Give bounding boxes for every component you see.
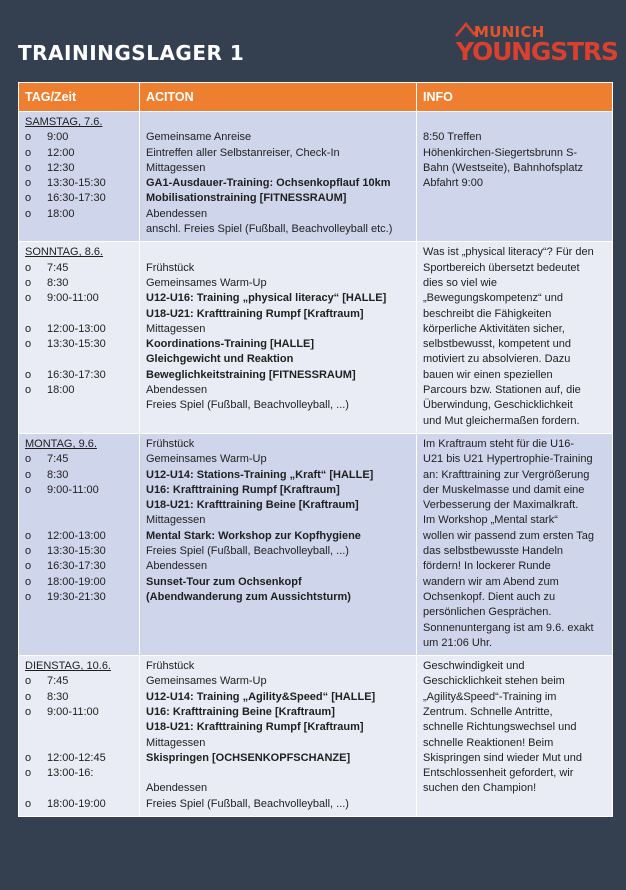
bullet-icon: o — [25, 276, 32, 289]
time-text: 12:00-13:00 — [47, 529, 106, 542]
info-line: Überwindung, Geschicklichkeit — [423, 399, 573, 412]
info-line: um 21:06 Uhr. — [423, 636, 493, 649]
time-text: 7:45 — [47, 675, 69, 688]
action-entry: Abendessen — [146, 560, 208, 573]
time-entry — [25, 766, 133, 781]
time-entry — [25, 513, 133, 528]
time-text: 9:00-11:00 — [47, 292, 99, 305]
day-row — [19, 433, 613, 655]
time-entry — [25, 498, 133, 513]
action-entry: Koordinations-Training [HALLE] — [146, 338, 315, 351]
time-entry — [25, 337, 133, 352]
time-entry — [25, 705, 133, 720]
info-line: persönlichen Gesprächen. — [423, 606, 552, 619]
time-entry — [25, 559, 133, 574]
action-entry: U18-U21: Krafttraining Rumpf [Kraftraum] — [146, 721, 364, 734]
action-entry: U18-U21: Krafttraining Beine [Kraftraum] — [146, 499, 359, 512]
bullet-icon: o — [25, 261, 32, 274]
schedule-table — [18, 82, 613, 817]
bullet-icon: o — [25, 292, 32, 305]
info-line: schnelle Reaktionen! Beim — [423, 736, 554, 749]
time-entry — [25, 161, 133, 176]
info-line: motiviert zu absolvieren. Dazu — [423, 353, 571, 366]
time-entry — [25, 352, 133, 367]
header-day-time: TAG/Zeit — [19, 83, 140, 112]
time-text: 13:00-16: — [47, 767, 94, 780]
info-cell — [417, 112, 613, 242]
bullet-icon: o — [25, 590, 32, 603]
info-cell — [417, 242, 613, 434]
info-line: schnelle Richtungswechsel und — [423, 721, 577, 734]
bullet-icon: o — [25, 468, 32, 481]
time-text: 8:30 — [47, 276, 69, 289]
time-entry — [25, 307, 133, 322]
day-time-cell — [19, 242, 140, 434]
time-entry — [25, 751, 133, 766]
time-entry — [25, 276, 133, 291]
logo-top-text: MUNICH — [474, 23, 545, 41]
action-entry: Abendessen — [146, 207, 208, 220]
time-text: 12:00-12:45 — [47, 751, 106, 764]
info-line: Sportbereich übersetzt bedeutet — [423, 261, 580, 274]
time-entry — [25, 690, 133, 705]
action-entry: Frühstück — [146, 660, 195, 673]
info-line: 8:50 Treffen — [423, 131, 482, 144]
day-label: DIENSTAG, 10.6. — [25, 660, 111, 673]
time-entry — [25, 191, 133, 206]
info-line: Entschlossenheit gefordert, wir — [423, 767, 574, 780]
day-row — [19, 242, 613, 434]
action-entry: GA1-Ausdauer-Training: Ochsenkopflauf 10km — [146, 177, 391, 190]
munich-youngstrs-logo — [452, 20, 618, 68]
action-entry: Mittagessen — [146, 514, 206, 527]
action-entry: Mittagessen — [146, 161, 206, 174]
action-entry: Frühstück — [146, 261, 195, 274]
bullet-icon: o — [25, 453, 32, 466]
bullet-icon: o — [25, 192, 32, 205]
info-line: Abfahrt 9:00 — [423, 177, 483, 190]
time-text: 19:30-21:30 — [47, 590, 106, 603]
info-line: Was ist „physical literacy“? Für den — [423, 246, 594, 259]
action-entry — [146, 766, 410, 781]
time-entry — [25, 736, 133, 751]
info-line: Geschwindigkeit und — [423, 660, 525, 673]
info-line: Verbesserung der Maximalkraft. — [423, 499, 579, 512]
bullet-icon: o — [25, 529, 32, 542]
bullet-icon: o — [25, 705, 32, 718]
action-entry: Abendessen — [146, 384, 208, 397]
bullet-icon: o — [25, 751, 32, 764]
bullet-icon: o — [25, 483, 32, 496]
bullet-icon: o — [25, 131, 32, 144]
action-entry: Abendessen — [146, 782, 208, 795]
action-entry: Gemeinsames Warm-Up — [146, 276, 267, 289]
time-text: 13:30-15:30 — [47, 545, 106, 558]
info-line: an: Krafttraining zur Vergrößerung — [423, 468, 590, 481]
info-line: körperliche Aktivitäten sicher, — [423, 322, 565, 335]
info-line: Im Kraftraum steht für die U16- — [423, 437, 574, 450]
action-cell — [140, 656, 417, 817]
action-entry: Freies Spiel (Fußball, Beachvolleyball, ...) — [146, 399, 349, 412]
info-line: selbstbewusst, kompetent und — [423, 338, 571, 351]
bullet-icon: o — [25, 207, 32, 220]
info-line: Zentrum. Schnelle Antritte, — [423, 705, 553, 718]
info-line: Parcours bzw. Stationen auf, die — [423, 384, 581, 397]
action-entry: U12-U14: Training „Agility&Speed“ [HALLE] — [146, 690, 376, 703]
info-line: Im Workshop „Mental stark“ — [423, 514, 558, 527]
bullet-icon: o — [25, 177, 32, 190]
action-entry: Sunset-Tour zum Ochsenkopf — [146, 575, 302, 588]
info-line: bauen wir einen speziellen — [423, 368, 553, 381]
action-entry: U12-U16: Training „physical literacy“ [HALLE] — [146, 292, 387, 305]
action-entry: Beweglichkeitstraining [FITNESSRAUM] — [146, 368, 356, 381]
time-entry — [25, 529, 133, 544]
header-action: ACITON — [140, 83, 417, 112]
time-entry — [25, 176, 133, 191]
info-cell — [417, 433, 613, 655]
action-entry: Mobilisationstraining [FITNESSRAUM] — [146, 192, 347, 205]
page-title: TRAININGSLAGER 1 — [18, 41, 245, 65]
time-text: 16:30-17:30 — [47, 368, 106, 381]
bullet-icon: o — [25, 322, 32, 335]
bullet-icon: o — [25, 384, 32, 397]
day-row — [19, 112, 613, 242]
time-entry — [25, 575, 133, 590]
time-entry — [25, 797, 133, 812]
time-text: 7:45 — [47, 453, 69, 466]
bullet-icon: o — [25, 545, 32, 558]
time-entry — [25, 468, 133, 483]
action-cell — [140, 112, 417, 242]
day-time-cell — [19, 112, 140, 242]
time-entry — [25, 544, 133, 559]
time-entry — [25, 207, 133, 222]
action-entry: U16: Krafttraining Rumpf [Kraftraum] — [146, 483, 340, 496]
info-line: fördern! In lockerer Runde — [423, 560, 551, 573]
action-cell — [140, 242, 417, 434]
info-line: „Bewegungskompetenz“ und — [423, 292, 564, 305]
time-text: 18:00-19:00 — [47, 797, 106, 810]
time-text: 8:30 — [47, 468, 69, 481]
time-text: 9:00 — [47, 131, 69, 144]
action-entry: Mental Stark: Workshop zur Kopfhygiene — [146, 529, 361, 542]
time-text: 12:00 — [47, 146, 75, 159]
time-text: 9:00-11:00 — [47, 705, 99, 718]
info-line: wollen wir passend zum ersten Tag — [423, 529, 594, 542]
action-entry: Mittagessen — [146, 322, 206, 335]
time-text: 16:30-17:30 — [47, 560, 106, 573]
day-label: SAMSTAG, 7.6. — [25, 116, 103, 128]
bullet-icon: o — [25, 575, 32, 588]
action-entry: Mittagessen — [146, 736, 206, 749]
time-entry — [25, 291, 133, 306]
time-entry — [25, 261, 133, 276]
info-line: beschreibt die Fähigkeiten — [423, 307, 552, 320]
day-time-cell — [19, 433, 140, 655]
info-line: U21 bis U21 Hypertrophie-Training — [423, 453, 593, 466]
action-entry: U12-U14: Stations-Training „Kraft“ [HALLE] — [146, 468, 374, 481]
time-text: 13:30-15:30 — [47, 338, 106, 351]
info-line: Geschicklichkeit stehen beim — [423, 675, 565, 688]
action-entry: anschl. Freies Spiel (Fußball, Beachvolleyball etc.) — [146, 223, 393, 236]
header-row — [19, 83, 613, 112]
info-line: das selbstbewusste Handeln — [423, 545, 564, 558]
time-entry — [25, 590, 133, 605]
info-line: Bahn (Westseite), Bahnhofsplatz — [423, 161, 583, 174]
bullet-icon: o — [25, 146, 32, 159]
time-text: 18:00 — [47, 207, 75, 220]
time-entry — [25, 674, 133, 689]
action-entry: U18-U21: Krafttraining Rumpf [Kraftraum] — [146, 307, 364, 320]
action-entry — [146, 115, 410, 130]
logo-bottom-text: YOUNGSTRS — [456, 37, 618, 66]
info-line — [423, 115, 606, 130]
time-entry — [25, 720, 133, 735]
time-entry — [25, 368, 133, 383]
time-text: 12:30 — [47, 161, 75, 174]
bullet-icon: o — [25, 797, 32, 810]
day-label: SONNTAG, 8.6. — [25, 246, 104, 259]
action-entry: Freies Spiel (Fußball, Beachvolleyball, ...) — [146, 545, 349, 558]
time-text: 9:00-11:00 — [47, 483, 99, 496]
time-entry — [25, 452, 133, 467]
bullet-icon: o — [25, 675, 32, 688]
time-text: 18:00-19:00 — [47, 575, 106, 588]
info-line: „Agility&Speed“-Training im — [423, 690, 557, 703]
action-entry: Frühstück — [146, 437, 195, 450]
time-text: 18:00 — [47, 384, 75, 397]
info-line: wandern wir am Abend zum — [423, 575, 559, 588]
action-entry — [146, 245, 410, 260]
info-line: und Mut gleichermaßen fordern. — [423, 414, 580, 427]
action-entry: Gemeinsame Anreise — [146, 131, 252, 144]
day-row — [19, 656, 613, 817]
day-time-cell — [19, 656, 140, 817]
time-text: 7:45 — [47, 261, 69, 274]
time-text: 12:00-13:00 — [47, 322, 106, 335]
action-entry: Gemeinsames Warm-Up — [146, 453, 267, 466]
bullet-icon: o — [25, 560, 32, 573]
bullet-icon: o — [25, 368, 32, 381]
info-line: Höhenkirchen-Siegertsbrunn S- — [423, 146, 578, 159]
info-line: suchen den Champion! — [423, 782, 537, 795]
action-cell — [140, 433, 417, 655]
action-entry: Freies Spiel (Fußball, Beachvolleyball, ...) — [146, 797, 349, 810]
bullet-icon: o — [25, 690, 32, 703]
info-cell — [417, 656, 613, 817]
info-line: dies so viel wie — [423, 276, 497, 289]
bullet-icon: o — [25, 161, 32, 174]
action-entry: Gleichgewicht und Reaktion — [146, 353, 294, 366]
header-info: INFO — [417, 83, 613, 112]
action-entry: Gemeinsames Warm-Up — [146, 675, 267, 688]
info-line: Ochsenkopf. Dient auch zu — [423, 590, 556, 603]
action-entry: Skispringen [OCHSENKOPFSCHANZE] — [146, 751, 351, 764]
time-entry — [25, 483, 133, 498]
time-entry — [25, 146, 133, 161]
time-text: 13:30-15:30 — [47, 177, 106, 190]
time-entry — [25, 781, 133, 796]
time-entry — [25, 383, 133, 398]
time-entry — [25, 130, 133, 145]
time-text: 16:30-17:30 — [47, 192, 106, 205]
action-entry: Eintreffen aller Selbstanreiser, Check-In — [146, 146, 340, 159]
info-line: Sonnenuntergang ist am 9.6. exakt — [423, 621, 594, 634]
action-entry: (Abendwanderung zum Aussichtsturm) — [146, 590, 351, 603]
bullet-icon: o — [25, 338, 32, 351]
info-line: der Muskelmasse und damit eine — [423, 483, 585, 496]
bullet-icon: o — [25, 767, 32, 780]
time-entry — [25, 322, 133, 337]
info-line: Skispringen sind wieder Mut und — [423, 751, 582, 764]
time-text: 8:30 — [47, 690, 69, 703]
action-entry: U16: Krafttraining Beine [Kraftraum] — [146, 705, 335, 718]
day-label: MONTAG, 9.6. — [25, 437, 97, 450]
